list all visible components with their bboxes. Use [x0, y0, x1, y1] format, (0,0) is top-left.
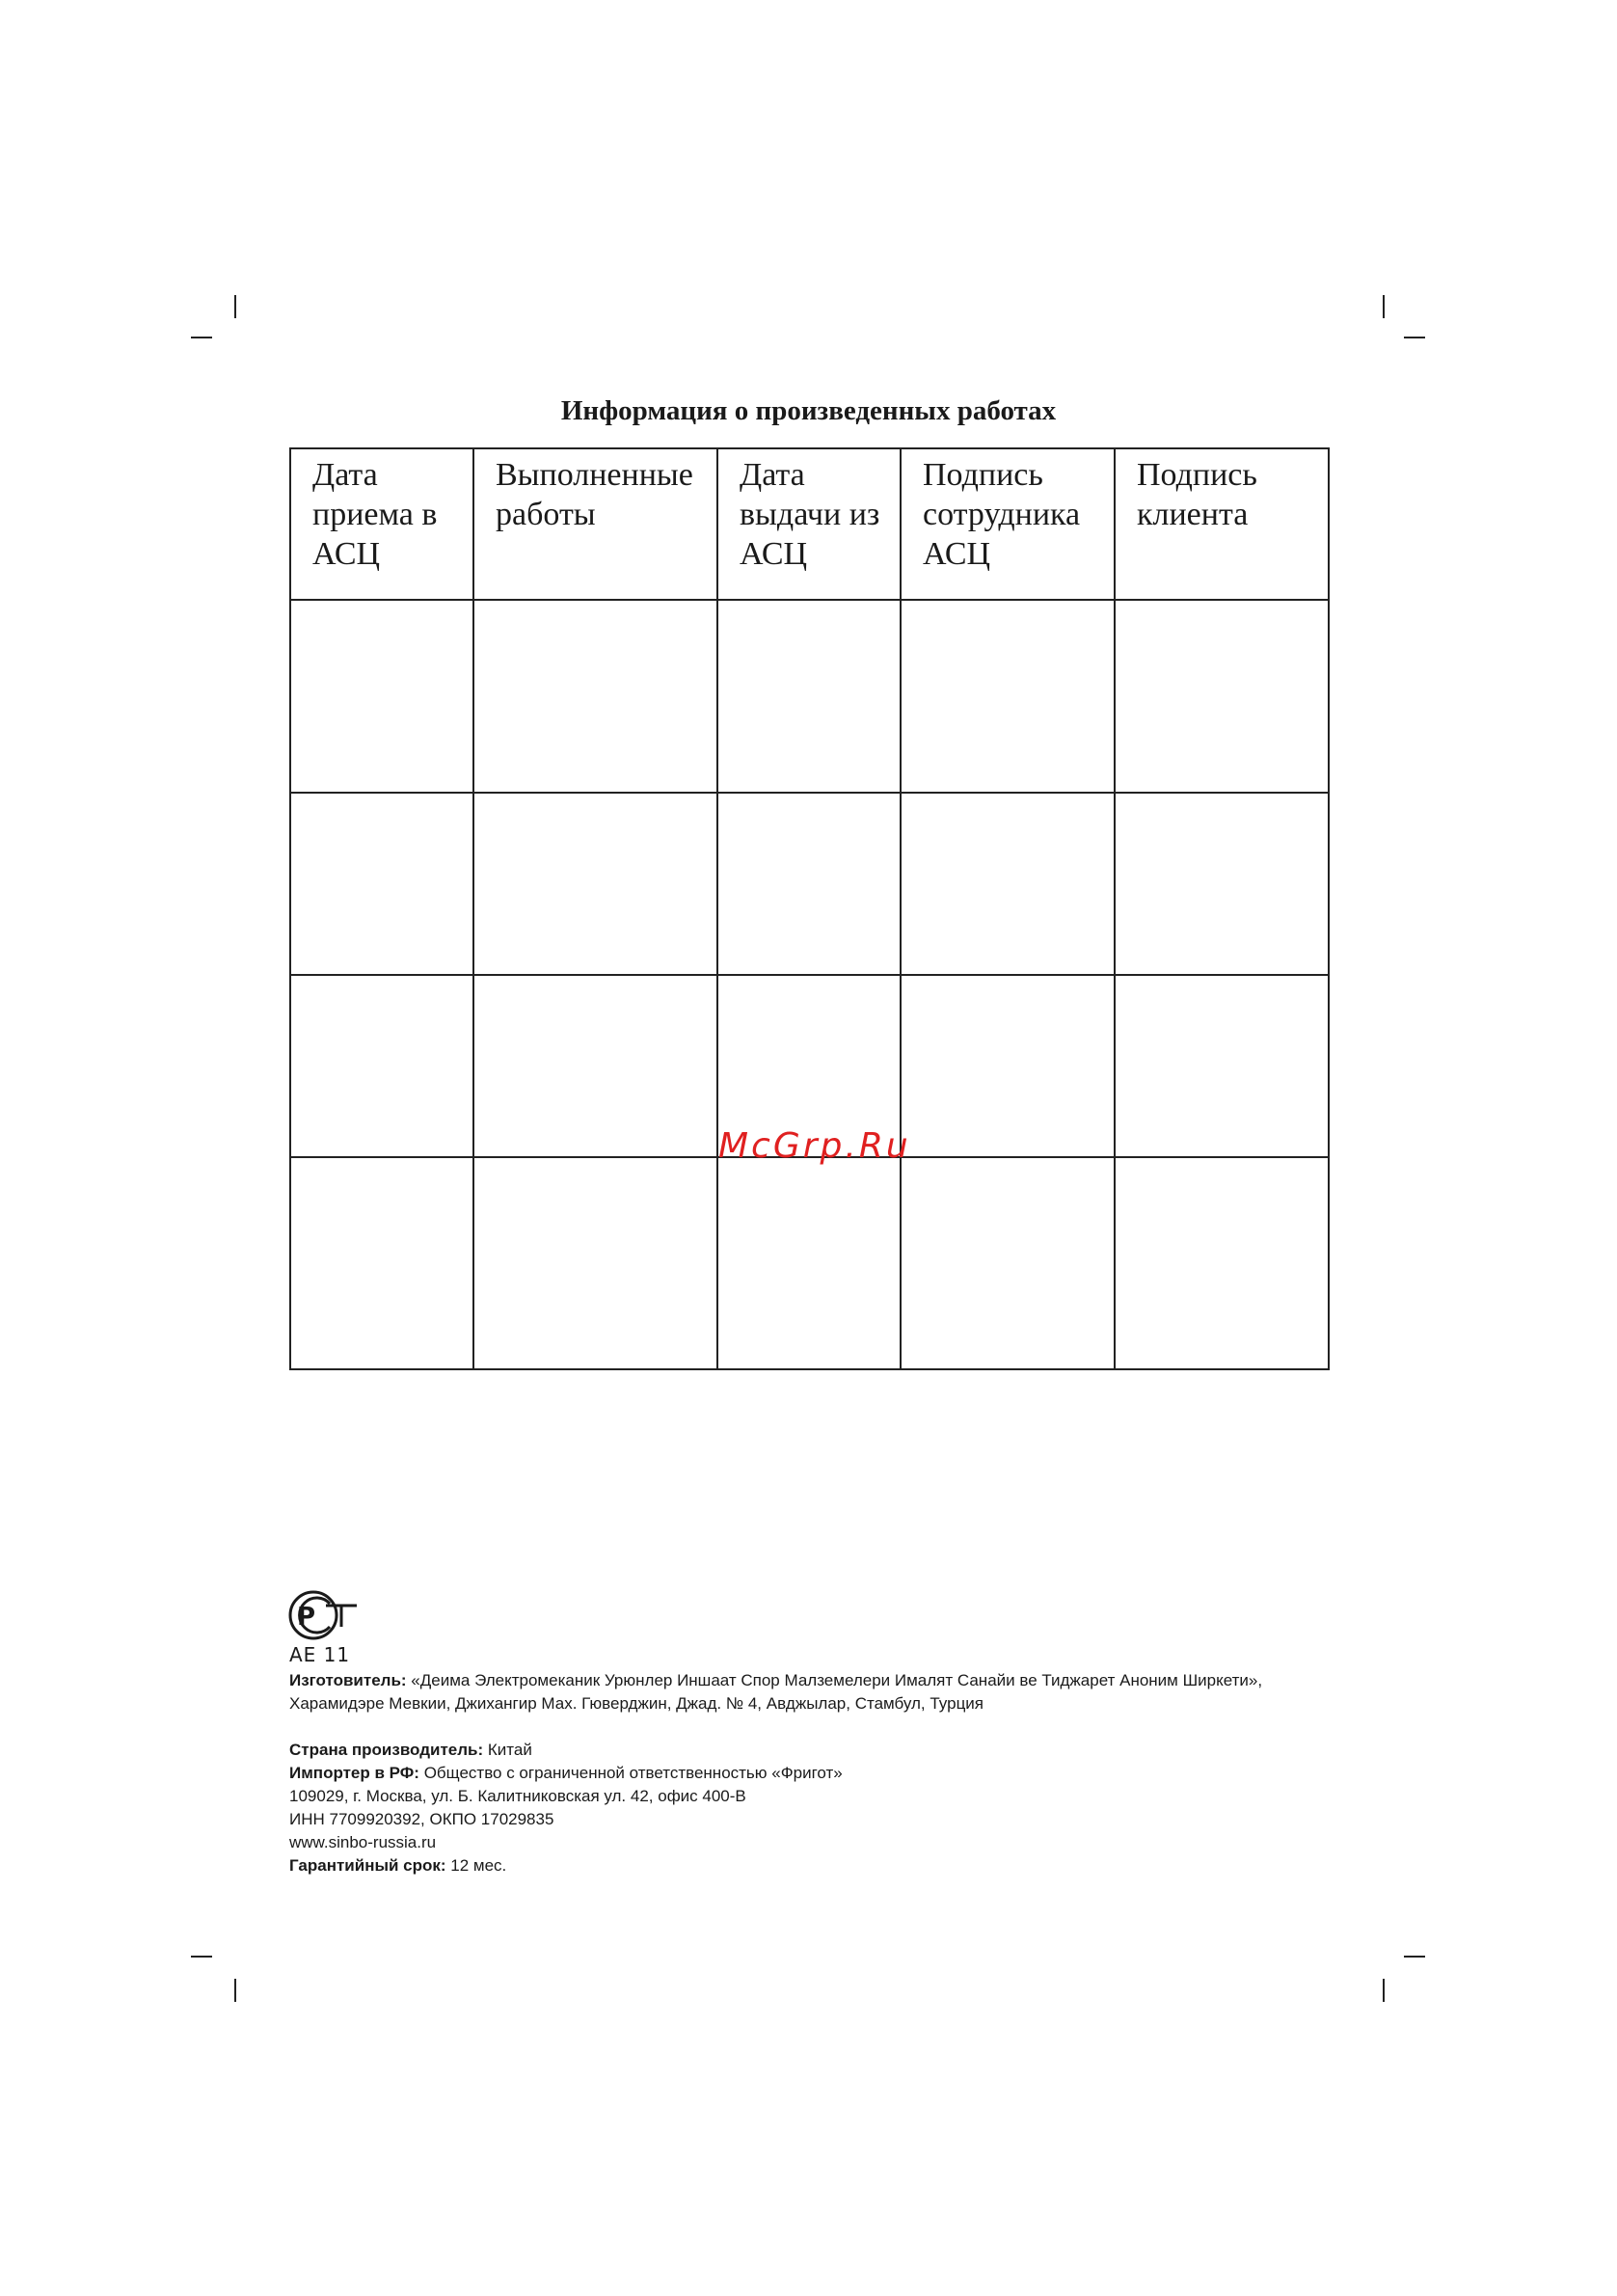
country-line	[289, 1739, 843, 1762]
country-value: Китай	[483, 1741, 532, 1759]
warranty-line	[289, 1854, 843, 1877]
address-line: 109029, г. Москва, ул. Б. Калитниковская ул. 42, офис 400-В	[289, 1787, 746, 1805]
crop-mark	[1383, 1979, 1385, 2002]
header-date-received: Дата приема в АСЦ	[290, 448, 473, 600]
cell-client-signature[interactable]	[1115, 975, 1329, 1157]
pct-certification-logo	[287, 1588, 361, 1642]
table-header-row	[290, 448, 1329, 600]
importer-line	[289, 1762, 843, 1785]
cell-employee-signature[interactable]	[901, 600, 1115, 794]
cell-employee-signature[interactable]	[901, 1157, 1115, 1369]
header-client-signature: Подпись клиента	[1115, 448, 1329, 600]
cell-client-signature[interactable]	[1115, 1157, 1329, 1369]
table-row	[290, 793, 1329, 975]
table-row	[290, 600, 1329, 794]
warranty-label: Гарантийный срок:	[289, 1856, 446, 1875]
importer-details	[289, 1739, 843, 1877]
cell-work-performed[interactable]	[473, 600, 717, 794]
page-title: Информация о произведенных работах	[560, 395, 1057, 426]
country-label: Страна производитель:	[289, 1741, 484, 1759]
warranty-value: 12 мес.	[445, 1856, 507, 1875]
cell-date-issued[interactable]	[717, 1157, 901, 1369]
cell-employee-signature[interactable]	[901, 793, 1115, 975]
cell-work-performed[interactable]	[473, 1157, 717, 1369]
header-date-issued: Дата выдачи из АСЦ	[717, 448, 901, 600]
watermark-text: McGrp.Ru	[718, 1126, 911, 1166]
cell-date-received[interactable]	[290, 793, 473, 975]
website-link[interactable]: www.sinbo-russia.ru	[289, 1833, 437, 1851]
manufacturer-label: Изготовитель:	[289, 1671, 407, 1689]
crop-mark	[1404, 337, 1425, 338]
manufacturer-text: «Деима Электромеканик Урюнлер Иншаат Спор Малземелери Ималят Санайи ве Тиджарет Аноним Ширкети», Харамидэре Мевкии, Джихангир Мах. Гюверджин, Джад. № 4, Авджылар, Стамбул, Турция	[289, 1671, 1263, 1713]
crop-mark	[234, 1979, 236, 2002]
table-row	[290, 1157, 1329, 1369]
svg-text:Р: Р	[297, 1603, 316, 1632]
crop-mark	[1383, 295, 1385, 318]
crop-mark	[191, 337, 212, 338]
header-work-performed: Выполненные работы	[473, 448, 717, 600]
crop-mark	[1404, 1956, 1425, 1958]
certification-code: AE 11	[289, 1643, 351, 1666]
cell-date-issued[interactable]	[717, 600, 901, 794]
header-employee-signature: Подпись сотрудника АСЦ	[901, 448, 1115, 600]
cell-work-performed[interactable]	[473, 793, 717, 975]
cell-work-performed[interactable]	[473, 975, 717, 1157]
crop-mark	[234, 295, 236, 318]
importer-label: Импортер в РФ:	[289, 1764, 419, 1782]
cell-client-signature[interactable]	[1115, 600, 1329, 794]
cell-date-received[interactable]	[290, 975, 473, 1157]
cell-date-issued[interactable]	[717, 793, 901, 975]
inn-line: ИНН 7709920392, ОКПО 17029835	[289, 1810, 554, 1828]
work-log-table	[289, 447, 1330, 1370]
cell-date-received[interactable]	[290, 1157, 473, 1369]
importer-value: Общество с ограниченной ответственностью «Фригот»	[418, 1764, 843, 1782]
cell-employee-signature[interactable]	[901, 975, 1115, 1157]
crop-mark	[191, 1956, 212, 1958]
manufacturer-info	[289, 1669, 1340, 1715]
cell-client-signature[interactable]	[1115, 793, 1329, 975]
cell-date-received[interactable]	[290, 600, 473, 794]
